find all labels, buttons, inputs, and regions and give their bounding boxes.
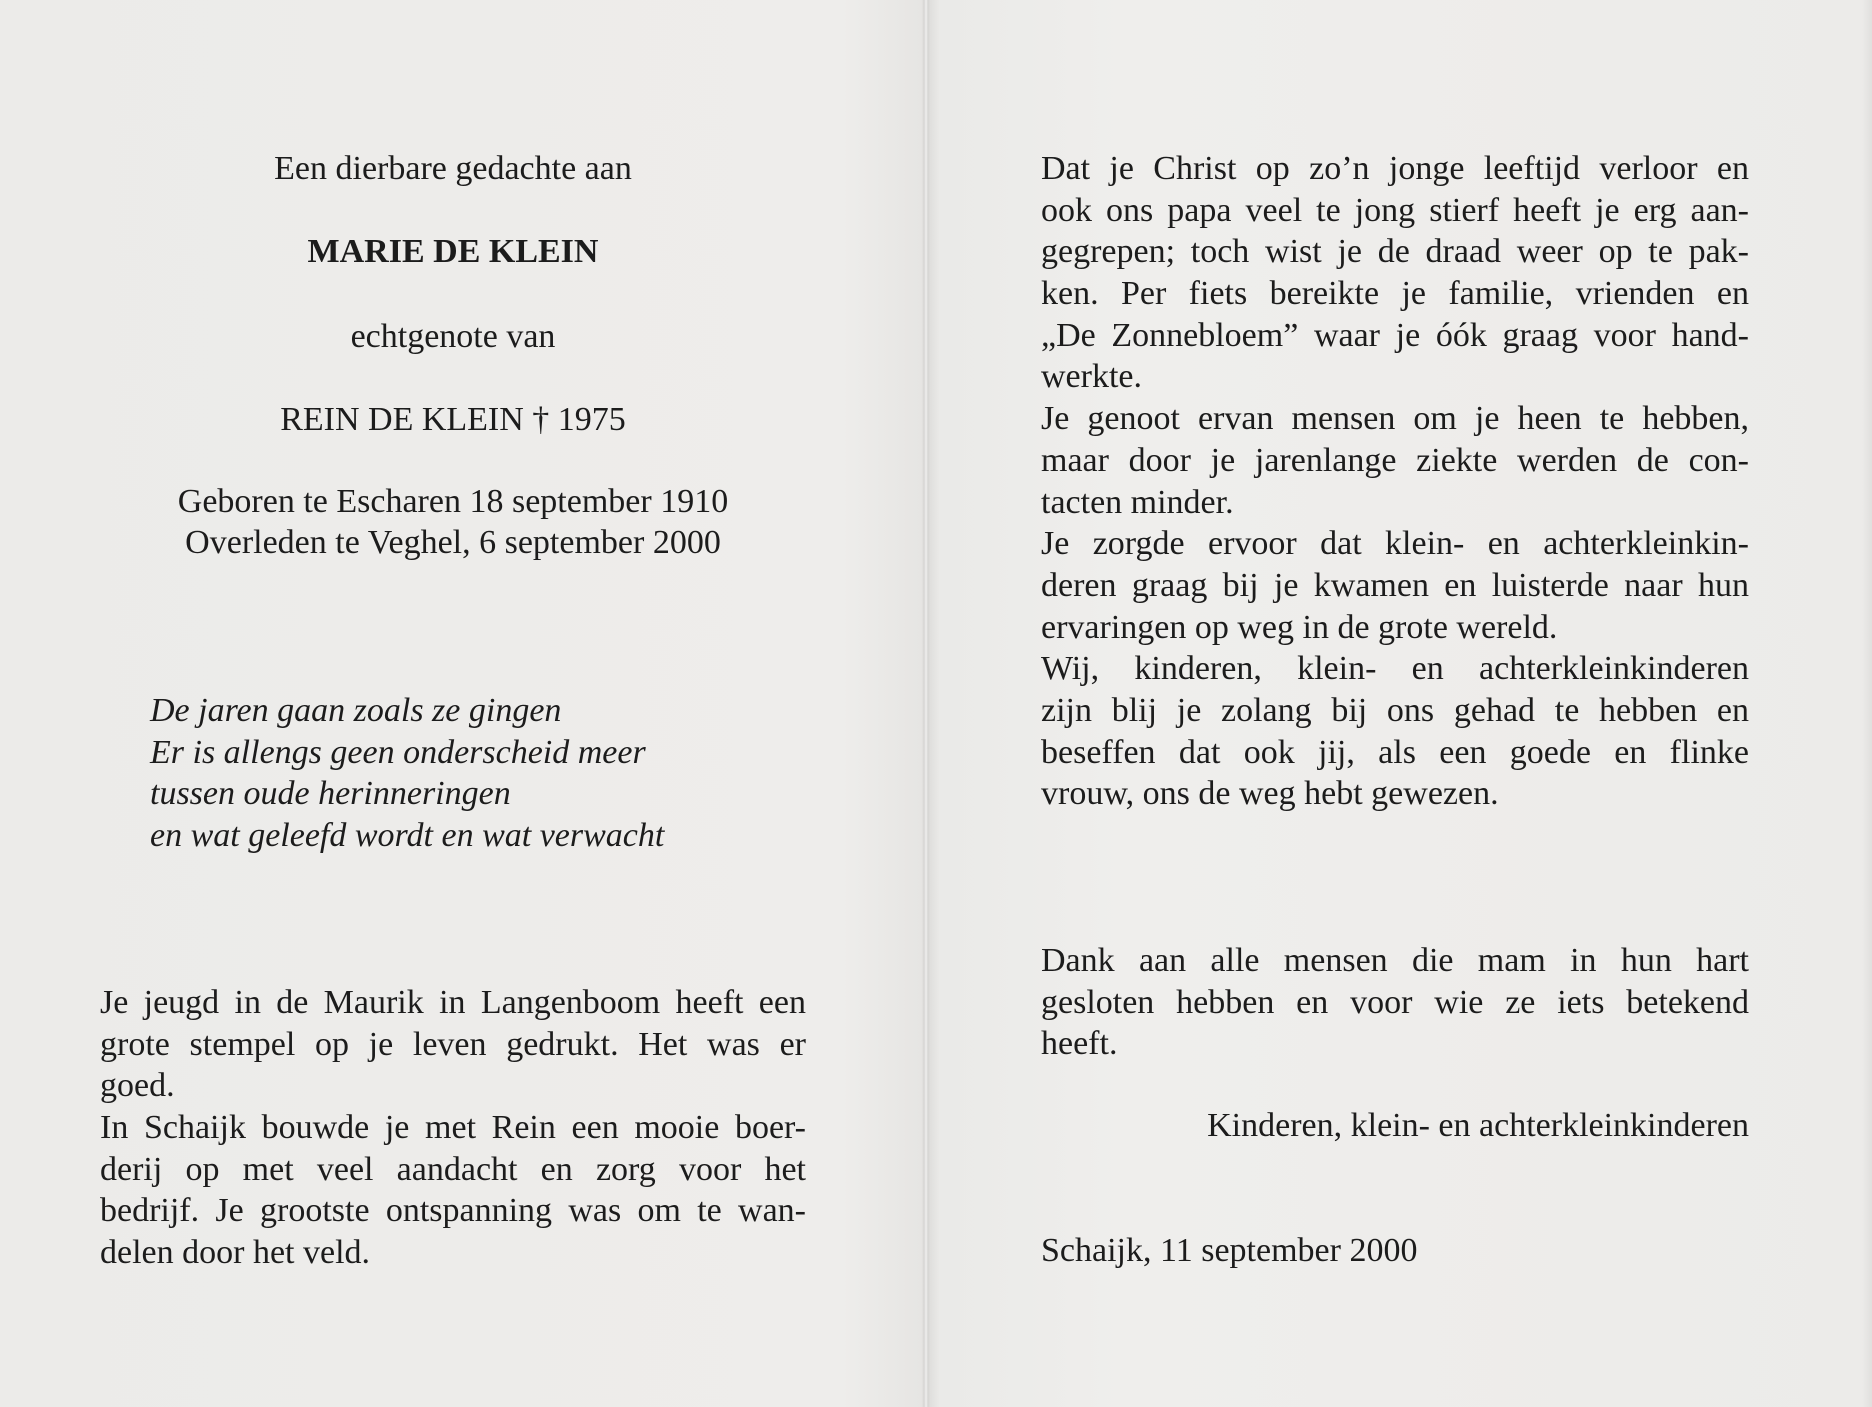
poem-line: en wat geleefd wordt en wat verwacht <box>150 816 665 854</box>
text-line: delen door het veld. <box>100 1234 371 1272</box>
text-line: deren graag bij je kwamen en luisterde naar hun <box>1041 566 1749 604</box>
text-line: Je genoot ervan mensen om je heen te hebben, <box>1041 400 1749 438</box>
text-line: zijn blij je zolang bij ons gehad te hebben en <box>1041 691 1749 729</box>
poem <box>150 690 830 856</box>
text-line: goed. <box>100 1067 175 1105</box>
life-dates <box>100 481 806 563</box>
biography-text <box>100 982 806 1274</box>
text-line: werkte. <box>1041 358 1143 396</box>
text-line: beseffen dat ook jij, als een goede en flinke <box>1041 733 1749 771</box>
relation-line: echtgenote van <box>350 318 556 355</box>
birth-line: Geboren te Escharen 18 september 1910 <box>177 483 729 520</box>
poem-line: De jaren gaan zoals ze gingen <box>150 692 562 729</box>
spouse-line: REIN DE KLEIN † 1975 <box>280 401 626 438</box>
text-line: vrouw, ons de weg hebt gewezen. <box>1041 775 1499 813</box>
text-line: Dat je Christ op zo’n jonge leeftijd verloor en <box>1041 150 1749 187</box>
text-line: ken. Per fiets bereikte je familie, vrienden en <box>1041 275 1749 313</box>
thanks-text <box>1041 940 1749 1065</box>
signoff: Kinderen, klein- en achterkleinkinderen <box>1207 1107 1749 1144</box>
left-panel <box>0 0 922 1407</box>
text-line: Dank aan alle mensen die mam in hun hart <box>1041 942 1749 979</box>
text-line: heeft. <box>1041 1025 1118 1063</box>
place-date: Schaijk, 11 september 2000 <box>1041 1232 1418 1269</box>
text-line: grote stempel op je leven gedrukt. Het was er <box>100 1025 806 1063</box>
text-line: bedrijf. Je grootste ontspanning was om te wan- <box>100 1192 806 1230</box>
poem-line: tussen oude herinneringen <box>150 775 511 812</box>
text-line: Wij, kinderen, klein- en achterkleinkinderen <box>1041 650 1749 688</box>
text-line: maar door je jarenlange ziekte werden de con- <box>1041 441 1749 479</box>
right-panel <box>930 0 1872 1407</box>
text-line: tacten minder. <box>1041 483 1234 521</box>
text-line: Je zorgde ervoor dat klein- en achterkleinkin- <box>1041 525 1749 563</box>
memorial-text <box>1041 148 1749 815</box>
text-line: „De Zonnebloem” waar je óók graag voor hand- <box>1041 316 1749 354</box>
text-line: Je jeugd in de Maurik in Langenboom heeft een <box>100 984 806 1021</box>
text-line: derij op met veel aandacht en zorg voor het <box>100 1150 806 1188</box>
deceased-name: MARIE DE KLEIN <box>307 233 599 270</box>
text-line: ervaringen op weg in de grote wereld. <box>1041 608 1558 646</box>
text-line: In Schaijk bouwde je met Rein een mooie boer- <box>100 1109 806 1147</box>
death-line: Overleden te Veghel, 6 september 2000 <box>185 524 721 561</box>
text-line: gesloten hebben en voor wie ze iets betekend <box>1041 983 1749 1021</box>
text-line: ook ons papa veel te jong stierf heeft je erg aan- <box>1041 191 1749 229</box>
intro-line: Een dierbare gedachte aan <box>274 150 632 187</box>
card-fold <box>922 0 930 1407</box>
text-line: gegrepen; toch wist je de draad weer op te pak- <box>1041 233 1749 271</box>
poem-line: Er is allengs geen onderscheid meer <box>150 733 646 771</box>
